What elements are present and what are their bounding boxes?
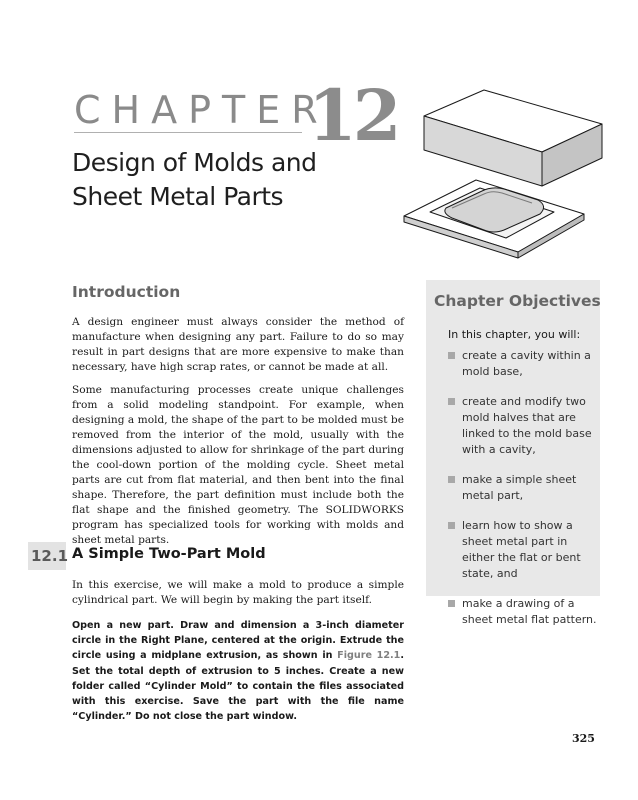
square-bullet-icon [448, 600, 455, 607]
chapter-title-line-2: Sheet Metal Parts [72, 182, 284, 211]
objective-text: create a cavity within a mold base, [462, 349, 591, 378]
square-bullet-icon [448, 522, 455, 529]
objective-item [448, 518, 598, 582]
objective-item [448, 596, 598, 628]
page-number: 325 [572, 732, 595, 745]
introduction-paragraph-1: A design engineer must always consider the method of manufacture when designing any part. Failure to do so may result in part designs that are more expensive to make than necessary, have high scrap rates, or cannot be made at all. [72, 316, 404, 373]
introduction-paragraph-2: Some manufacturing processes create unique challenges from a solid modeling standpoint. For example, when designing a mold, the shape of the part to be molded must be removed from the interior of the mold, usually with the dimensions adjusted to allow for shrinkage of the part during the cool-down portion of the molding cycle. Sheet metal parts are cut from flat material, and then bent into the final shape. Therefore, the part definition must include both the flat shape and the finished geometry. The SOLIDWORKS program has specialized tools for working with molds and sheet metal parts. [72, 384, 404, 546]
section-title: A Simple Two-Part Mold [72, 546, 266, 562]
instruction-text-after: . Set the total depth of extrusion to 5 inches. Create a new folder called “Cylinder Mold” to contain the files associated with this exercise. Save the part with the file name “Cylinder.” Do not close the part window. [72, 650, 405, 723]
square-bullet-icon [448, 476, 455, 483]
chapter-number: 12 [308, 74, 398, 157]
exercise-instruction [72, 618, 404, 724]
chapter-label: CHAPTER [74, 88, 329, 132]
chapter-rule [74, 132, 302, 133]
objective-item [448, 472, 598, 504]
objective-item [448, 394, 598, 458]
square-bullet-icon [448, 352, 455, 359]
objectives-intro: In this chapter, you will: [448, 328, 581, 341]
objective-text: create and modify two mold halves that are linked to the mold base with a cavity, [462, 395, 592, 456]
section-paragraph: In this exercise, we will make a mold to produce a simple cylindrical part. We will begin by making the part itself. [72, 579, 404, 606]
objective-text: make a drawing of a sheet metal flat pattern. [462, 597, 597, 626]
objectives-heading: Chapter Objectives [434, 292, 601, 310]
introduction-heading: Introduction [72, 283, 181, 301]
objective-text: make a simple sheet metal part, [462, 473, 577, 502]
figure-reference-link[interactable]: Figure 12.1 [337, 650, 401, 662]
objective-text: learn how to show a sheet metal part in either the flat or bent state, and [462, 519, 581, 580]
chapter-title-line-1: Design of Molds and [72, 148, 317, 177]
chapter-title [72, 146, 372, 214]
mold-and-sheet-metal-illustration [402, 68, 612, 268]
objective-item [448, 348, 598, 380]
instruction-text-before: Open a new part. Draw and dimension a 3-inch diameter circle in the Right Plane, centered at the origin. Extrude the circle using a midplane extrusion, as shown in [72, 620, 404, 662]
section-number: 12.1 [28, 542, 66, 570]
square-bullet-icon [448, 398, 455, 405]
objectives-list [448, 348, 598, 642]
